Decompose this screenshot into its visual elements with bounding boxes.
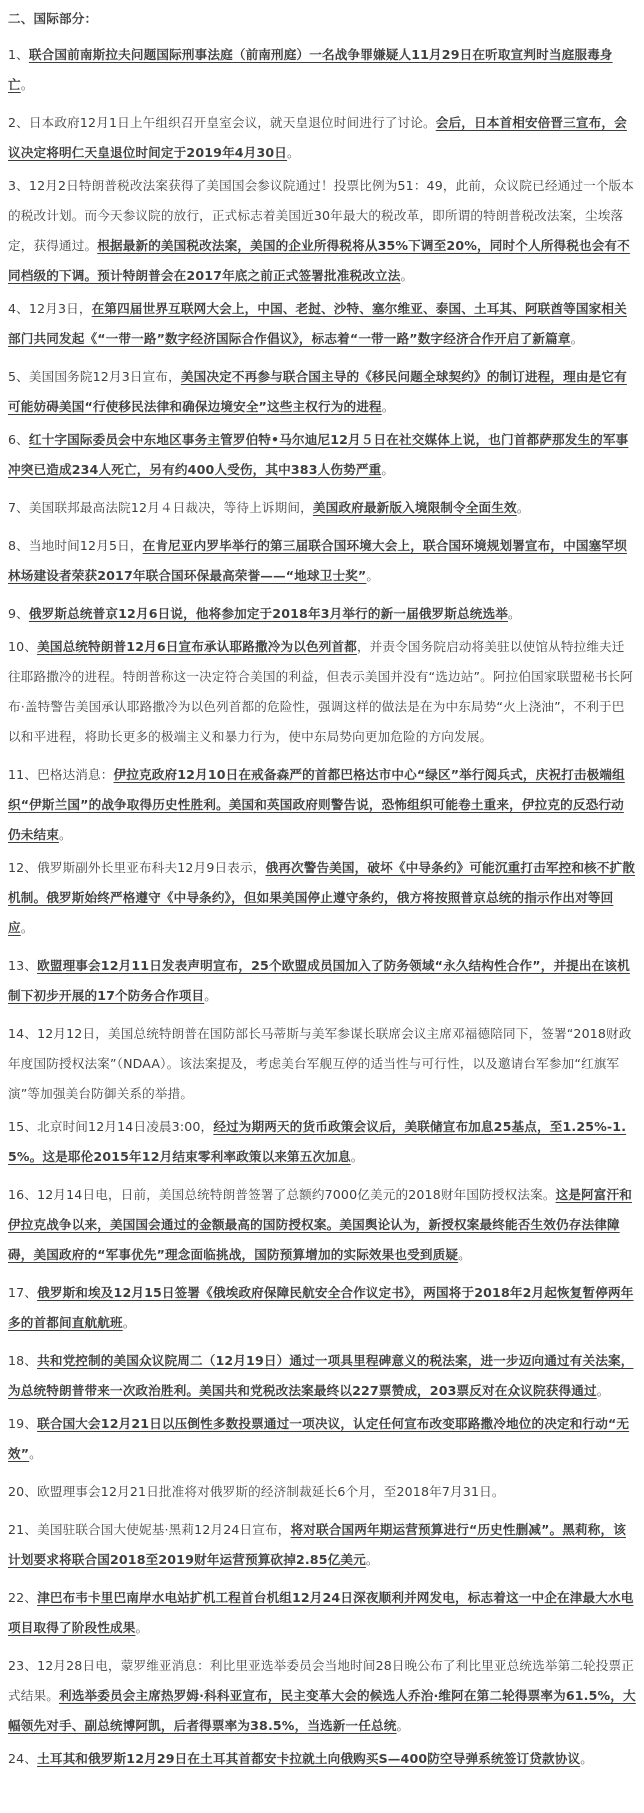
- item-tail: 。: [135, 1620, 149, 1635]
- news-item: [8, 1180, 636, 1270]
- item-number: 19、: [8, 1416, 38, 1431]
- news-item: [8, 362, 636, 422]
- item-tail: 。: [365, 1552, 379, 1567]
- item-highlight: 利选举委员会主席热罗姆·科科亚宣布，民主变革大会的候选人乔治·维阿在第二轮得票率为61.5%，大幅领先对手、副总统博阿凯，后者得票率为38.5%，当选新一任总统: [8, 1688, 636, 1733]
- item-highlight: 会后，日本首相安倍晋三宣布，会议决定将明仁天皇退位时间定于2019年4月30日: [8, 115, 627, 160]
- item-highlight: 在肯尼亚内罗毕举行的第三届联合国环境大会上，联合国环境规划署宣布，中国塞罕坝林场建设者荣获2017年联合国环保最高荣誉——“地球卫士奖”: [8, 538, 627, 583]
- news-item: [8, 1346, 636, 1406]
- item-tail: 。: [20, 920, 34, 935]
- item-tail: 。: [508, 606, 521, 621]
- item-text: 美国国务院12月3日宣布，: [28, 369, 181, 384]
- item-highlight: 联合国前南斯拉夫问题国际刑事法庭（前南刑庭）一名战争罪嫌疑人11月29日在听取宣判时当庭服毒身亡: [8, 47, 613, 92]
- item-text: 12月28日电，蒙罗维亚消息：利比里亚选举委员会当地时间28日晚公布了利比里亚总统选举第二轮投票正式结果。: [8, 1658, 635, 1703]
- news-item: [8, 425, 636, 485]
- item-highlight: 俄再次警告美国，破坏《中导条约》可能沉重打击军控和核不扩散机制。俄罗斯始终严格遵守《中导条约》，但如果美国停止遵守条约，俄方将按照普京总统的指示作出对等回应: [8, 860, 636, 935]
- item-number: 24、: [8, 1751, 38, 1766]
- news-item: [8, 1477, 636, 1507]
- news-list: [8, 40, 636, 1774]
- item-number: 12、: [8, 860, 38, 875]
- item-number: 22、: [8, 1590, 38, 1605]
- item-number: 13、: [8, 958, 38, 973]
- item-text: 美国联邦最高法院12月４日裁决，等待上诉期间，: [28, 500, 313, 515]
- item-highlight: 红十字国际委员会中东地区事务主管罗伯特•马尔迪尼12月５日在社交媒体上说，也门首都萨那发生的军事冲突已造成234人死亡，另有约400人受伤，其中383人伤势严重: [8, 432, 629, 477]
- news-item: [8, 1651, 636, 1741]
- item-tail: 。: [204, 988, 217, 1003]
- news-item: [8, 493, 636, 523]
- item-text: 北京时间12月14日凌晨3:00，: [37, 1119, 214, 1134]
- item-number: 7、: [8, 500, 29, 515]
- item-tail: 。: [122, 1315, 136, 1330]
- news-item: [8, 853, 636, 943]
- item-text: 日本政府12月1日上午组织召开皇室会议，就天皇退位时间进行了讨论。: [28, 115, 436, 130]
- item-tail: 。: [58, 827, 72, 842]
- item-text: 美国驻联合国大使妮基·黑莉12月24日宣布，: [37, 1522, 291, 1537]
- news-item: [8, 171, 636, 291]
- item-tail: 。: [400, 268, 414, 283]
- item-tail: 。: [381, 462, 395, 477]
- news-item: [8, 531, 636, 591]
- item-number: 21、: [8, 1522, 38, 1537]
- item-number: 3、: [8, 178, 29, 193]
- item-tail: 。: [366, 568, 380, 583]
- item-tail: 。: [350, 1149, 364, 1164]
- item-highlight: 俄罗斯和埃及12月15日签署《俄埃政府保障民航安全合作议定书》，两国将于2018年2月起恢复暂停两年多的首都间直航航班: [8, 1285, 634, 1330]
- item-tail: 。: [29, 1446, 42, 1461]
- item-number: 8、: [8, 538, 29, 553]
- item-highlight: 津巴布韦卡里巴南岸水电站扩机工程首台机组12月24日深夜顺利并网发电，标志着这一中企在津最大水电项目取得了阶段性成果: [8, 1590, 634, 1635]
- news-item: [8, 1019, 636, 1109]
- item-text: 12月12日，美国总统特朗普在国防部长马蒂斯与美军参谋长联席会议主席邓福德陪同下，签署“2018财政年度国防授权法案”（NDAA）。该法案提及，考虑美台军舰互停的适当性与可行性，以及邀请台军参加“红旗军演”等加强美台防御关系的举措。: [8, 1026, 632, 1101]
- news-item: [8, 1744, 636, 1774]
- news-item: [8, 760, 636, 850]
- news-item: [8, 1112, 636, 1172]
- item-tail: 。: [570, 331, 584, 346]
- item-text: 欧盟理事会12月21日批准将对俄罗斯的经济制裁延长6个月，至2018年7月31日。: [37, 1484, 505, 1499]
- item-highlight: 根据最新的美国税改法案，美国的企业所得税将从35%下调至20%，同时个人所得税也会有不同档级的下调。预计特朗普会在2017年底之前正式签署批准税改立法: [8, 238, 630, 283]
- news-item: [8, 1278, 636, 1338]
- item-number: 1、: [8, 47, 29, 62]
- item-highlight: 这是阿富汗和伊拉克战争以来，美国国会通过的金额最高的国防授权案。美国舆论认为，新授权案最终能否生效仍存法律障碍，美国政府的“军事优先”理念面临挑战，国防预算增加的实际效果也受到质疑: [8, 1187, 633, 1262]
- item-highlight: 经过为期两天的货币政策会议后，美联储宣布加息25基点，至1.25%-1.5%。这是耶伦2015年12月结束零利率政策以来第五次加息: [8, 1119, 627, 1164]
- item-highlight: 在第四届世界互联网大会上，中国、老挝、沙特、塞尔维亚、泰国、土耳其、阿联酋等国家相关部门共同发起《“一带一路”数字经济国际合作倡议》，标志着“一带一路”数字经济合作开启了新篇章: [8, 301, 627, 346]
- item-tail: 。: [287, 145, 300, 160]
- item-tail: 。: [516, 500, 530, 515]
- item-number: 16、: [8, 1187, 38, 1202]
- item-highlight: 俄罗斯总统普京12月6日说，他将参加定于2018年3月举行的新一届俄罗斯总统选举: [28, 606, 509, 621]
- item-highlight: 美国总统特朗普12月6日宣布承认耶路撒冷为以色列首都: [37, 639, 357, 654]
- item-tail: 。: [20, 77, 34, 92]
- news-item: [8, 632, 636, 752]
- item-highlight: 将对联合国两年期运营预算进行“历史性删减”。黑莉称，该计划要求将联合国2018至2019财年运营预算砍掉2.85亿美元: [8, 1522, 626, 1567]
- news-item: [8, 1515, 636, 1575]
- item-number: 17、: [8, 1285, 38, 1300]
- item-tail: 。: [458, 1247, 471, 1262]
- item-highlight: 共和党控制的美国众议院周二（12月19日）通过一项具里程碑意义的税法案，进一步迈向通过有关法案，为总统特朗普带来一次政治胜利。美国共和党税改法案最终以227票赞成，203票反对在众议院获得通过: [8, 1353, 634, 1398]
- item-number: 5、: [8, 369, 29, 384]
- item-tail: 。: [381, 399, 395, 414]
- item-highlight: 土耳其和俄罗斯12月29日在土耳其首都安卡拉就土向俄购买S—400防空导弹系统签订贷款协议: [37, 1751, 581, 1766]
- item-text: 12月3日，: [28, 301, 92, 316]
- news-item: [8, 108, 636, 168]
- item-number: 10、: [8, 639, 38, 654]
- item-number: 9、: [8, 606, 29, 621]
- item-text: 12月14日电，日前，美国总统特朗普签署了总额约7000亿美元的2018财年国防授权法案。: [37, 1187, 556, 1202]
- news-item: [8, 1409, 636, 1469]
- item-highlight: 美国政府最新版入境限制令全面生效: [312, 500, 517, 515]
- item-tail: 。: [580, 1751, 593, 1766]
- item-text: 12月2日特朗普税改法案获得了美国国会参议院通过！投票比例为51：49，此前，众议院已经通过一个版本的税改计划。而今天参议院的放行，正式标志着美国近30年最大的税改革，即所谓的特朗普税改法案，尘埃落定，获得通过。: [8, 178, 635, 253]
- news-item: [8, 599, 636, 629]
- item-tail: 。: [596, 1383, 610, 1398]
- item-tail: ，并责令国务院启动将美驻以使馆从特拉维夫迁往耶路撒冷的进程。特朗普称这一决定符合美国的利益，但表示美国并没有“选边站”。阿拉伯国家联盟秘书长阿布·盖特警告美国承认耶路撒冷为以色列首都的危险性，强调这样的做法是在为中东局势“火上浇油”，不利于巴以和平进程，将助长更多的极端主义和暴力行为，使中东局势向更加危险的方向发展。: [8, 639, 634, 744]
- news-item: [8, 40, 636, 100]
- news-item: [8, 951, 636, 1011]
- news-item: [8, 294, 636, 354]
- item-number: 20、: [8, 1484, 38, 1499]
- item-highlight: 联合国大会12月21日以压倒性多数投票通过一项决议，认定任何宣布改变耶路撒冷地位的决定和行动“无效”: [8, 1416, 630, 1461]
- item-number: 6、: [8, 432, 29, 447]
- item-highlight: 伊拉克政府12月10日在戒备森严的首都巴格达市中心“绿区”举行阅兵式，庆祝打击极端组织“伊斯兰国”的战争取得历史性胜利。美国和英国政府则警告说，恐怖组织可能卷土重来，伊拉克的反恐行动仍未结束: [8, 767, 625, 842]
- item-number: 18、: [8, 1353, 38, 1368]
- item-text: 巴格达消息：: [37, 767, 114, 782]
- item-number: 2、: [8, 115, 29, 130]
- item-number: 14、: [8, 1026, 38, 1041]
- item-number: 15、: [8, 1119, 38, 1134]
- item-number: 23、: [8, 1658, 38, 1673]
- item-number: 4、: [8, 301, 29, 316]
- item-text: 俄罗斯副外长里亚布科夫12月9日表示，: [37, 860, 266, 875]
- section-title: 二、国际部分：: [8, 11, 98, 26]
- news-item: [8, 1583, 636, 1643]
- item-tail: 。: [396, 1718, 410, 1733]
- item-highlight: 美国决定不再参与联合国主导的《移民问题全球契约》的制订进程，理由是它有可能妨碍美国“行使移民法律和确保边境安全”这些主权行为的进程: [8, 369, 627, 414]
- item-number: 11、: [8, 767, 38, 782]
- item-text: 当地时间12月5日，: [28, 538, 143, 553]
- item-highlight: 欧盟理事会12月11日发表声明宣布，25个欧盟成员国加入了防务领域“永久结构性合作”，并提出在该机制下初步开展的17个防务合作项目: [8, 958, 630, 1003]
